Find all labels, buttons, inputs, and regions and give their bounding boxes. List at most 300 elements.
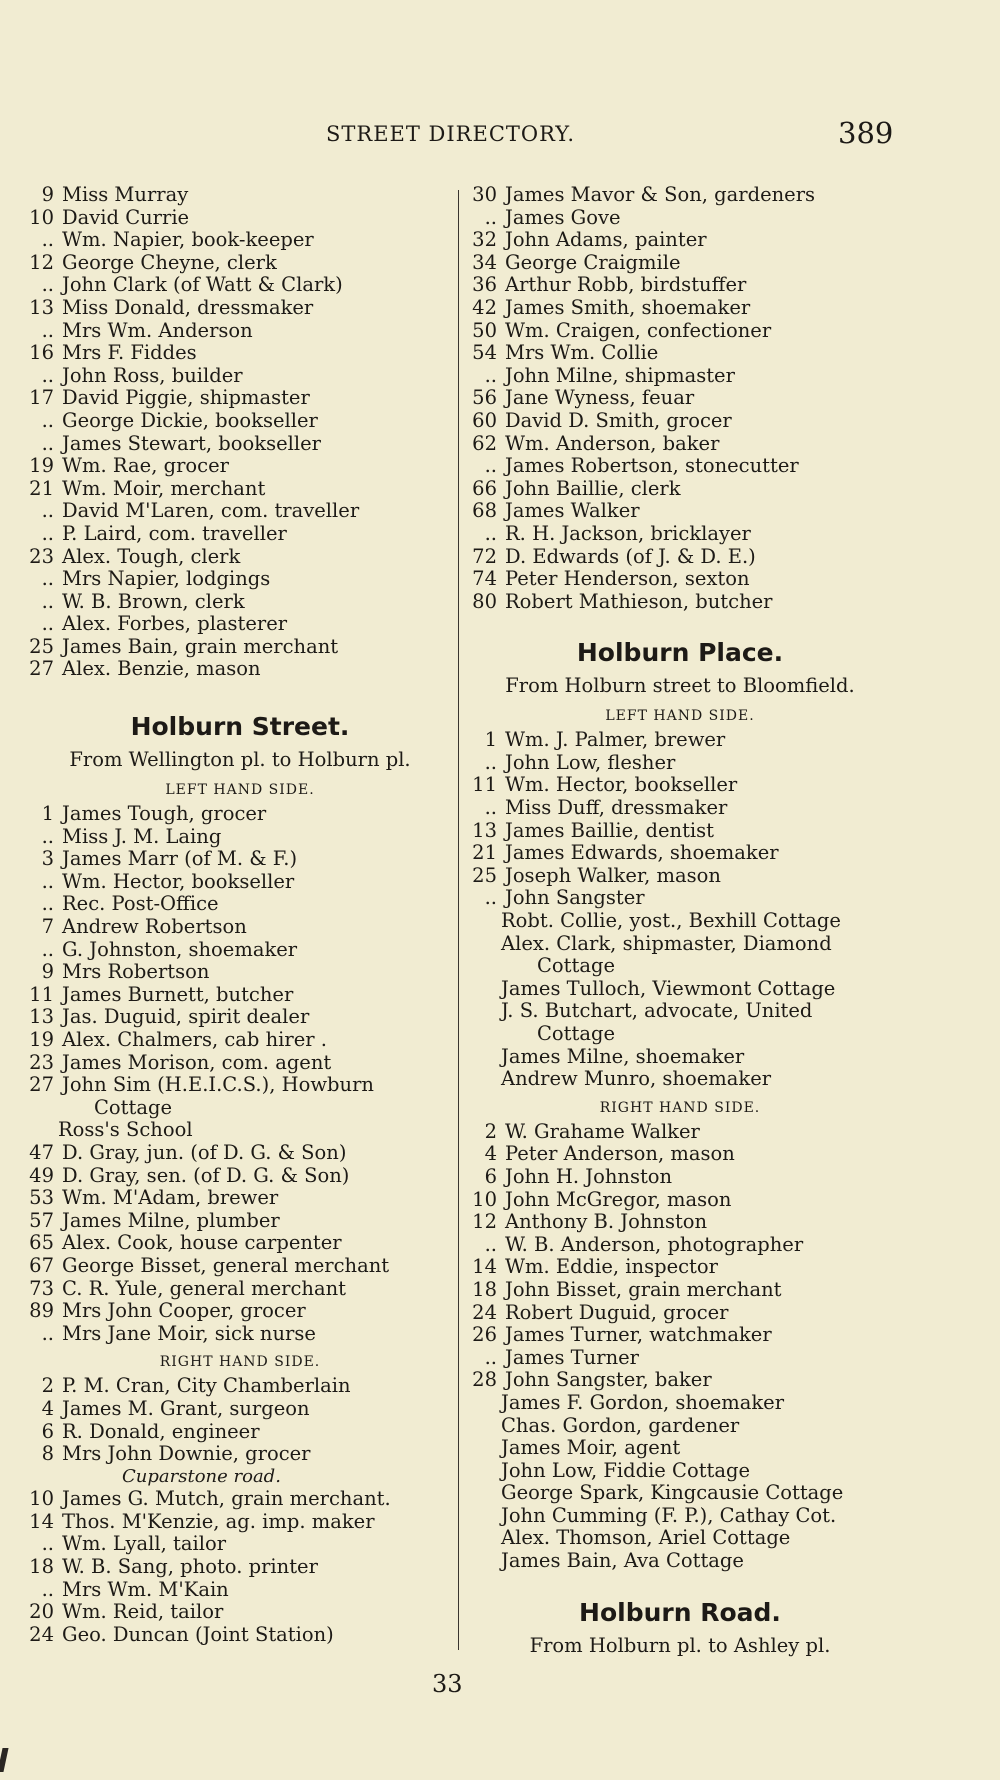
edge-mark [0, 1748, 9, 1772]
house-number: 7 [41, 915, 54, 939]
house-number: 21 [472, 841, 497, 865]
resident-name: John Sangster, baker [505, 1368, 712, 1392]
page-number: 389 [838, 116, 894, 150]
house-number: 18 [472, 1277, 497, 1301]
list-item: Robt. Collie, yost., Bexhill Cottage [501, 909, 841, 933]
house-number: 6 [41, 1419, 54, 1443]
house-number: .. [484, 1345, 497, 1369]
house-number: .. [41, 824, 54, 848]
resident-name: John McGregor, mason [505, 1187, 732, 1211]
resident-name: Mrs Jane Moir, sick nurse [62, 1321, 316, 1345]
resident-name: Mrs F. Fiddes [62, 341, 197, 365]
section-subtitle: From Holburn street to Bloomfield. [505, 674, 855, 698]
resident-name: James Bain, grain merchant [62, 634, 339, 658]
resident-name: John Bisset, grain merchant [505, 1277, 782, 1301]
list-item [22, 658, 458, 681]
resident-name: James Marr (of M. & F.) [62, 847, 298, 871]
resident-name: Mrs Wm. Collie [505, 341, 659, 365]
resident-name: Mrs Wm. Anderson [62, 318, 253, 342]
list-item [22, 848, 458, 871]
list-item [22, 1255, 458, 1278]
resident-name: John Sangster [505, 886, 645, 910]
resident-name: Jane Wyness, feuar [505, 386, 695, 410]
resident-name: Arthur Robb, birdstuffer [505, 273, 747, 297]
resident-name: James Walker [505, 499, 640, 523]
house-number: .. [41, 521, 54, 545]
resident-name: R. H. Jackson, bricklayer [505, 521, 751, 545]
resident-name: James Stewart, bookseller [62, 431, 321, 455]
list-item [465, 887, 895, 910]
list-item [22, 365, 458, 388]
house-number: .. [41, 567, 54, 591]
house-number: 19 [29, 1028, 54, 1051]
list-item [465, 387, 895, 410]
resident-name: P. M. Cran, City Chamberlain [62, 1374, 351, 1398]
list-item [465, 410, 895, 433]
resident-name: John Low, flesher [505, 750, 676, 774]
resident-name: Robert Duguid, grocer [505, 1300, 729, 1324]
resident-name: Wm. Moir, merchant [62, 476, 266, 500]
resident-name: James Milne, plumber [62, 1208, 280, 1232]
resident-name: Wm. Lyall, tailor [62, 1532, 227, 1556]
list-item [465, 207, 895, 230]
list-item [22, 613, 458, 636]
holburn-street-right-list-b [22, 1488, 458, 1646]
list-item: James Moir, agent [501, 1436, 681, 1460]
resident-name: John Milne, shipmaster [505, 363, 735, 387]
resident-name: James Robertson, stonecutter [505, 454, 799, 478]
list-item [22, 297, 458, 320]
list-item [465, 1279, 895, 1302]
resident-name: Alex. Forbes, plasterer [62, 612, 288, 636]
list-item [465, 1143, 895, 1166]
resident-name: Miss Murray [62, 183, 189, 206]
list-item [465, 252, 895, 275]
resident-name: Peter Henderson, sexton [505, 567, 750, 591]
house-number: 32 [472, 228, 497, 252]
resident-name: James Smith, shoemaker [505, 295, 751, 319]
list-item [465, 1256, 895, 1279]
resident-name: Miss Donald, dressmaker [62, 295, 314, 319]
resident-name: George Dickie, bookseller [62, 408, 318, 432]
house-number: .. [41, 499, 54, 523]
house-number: 21 [29, 476, 54, 500]
list-item [22, 410, 458, 433]
cross-street-label: Cuparstone road. [122, 1465, 281, 1487]
resident-name: P. Laird, com. traveller [62, 521, 287, 545]
list-item [465, 1347, 895, 1370]
list-item [22, 184, 458, 207]
house-number: .. [41, 589, 54, 613]
house-number: 66 [472, 476, 497, 500]
list-item [465, 478, 895, 501]
list-item [465, 274, 895, 297]
house-number: 9 [41, 960, 54, 984]
list-item [465, 797, 895, 820]
resident-name: Wm. Rae, grocer [62, 454, 229, 478]
resident-name: David D. Smith, grocer [505, 408, 732, 432]
house-number: 56 [472, 386, 497, 410]
left-hand-side-label: LEFT HAND SIDE. [165, 782, 315, 799]
list-item [465, 229, 895, 252]
resident-name: John Ross, builder [62, 363, 243, 387]
house-number: .. [484, 363, 497, 387]
house-number: 62 [472, 431, 497, 455]
list-item [465, 1302, 895, 1325]
resident-name: Mrs Wm. M'Kain [62, 1577, 229, 1601]
list-item: Alex. Clark, shipmaster, Diamond [501, 931, 832, 955]
resident-name: Mrs John Cooper, grocer [62, 1299, 306, 1323]
resident-name: Rec. Post-Office [62, 892, 219, 916]
list-item [22, 320, 458, 343]
list-item [22, 591, 458, 614]
resident-name: Anthony B. Johnston [505, 1210, 708, 1234]
house-number: .. [484, 1232, 497, 1256]
house-number: .. [41, 1321, 54, 1345]
right-column [465, 184, 895, 1659]
house-number: .. [41, 228, 54, 252]
list-item: James Milne, shoemaker [501, 1044, 745, 1068]
house-number: 14 [472, 1255, 497, 1279]
continued-list-right [465, 184, 895, 613]
list-item [465, 184, 895, 207]
house-number: 12 [29, 250, 54, 274]
list-item [22, 636, 458, 659]
resident-name: W. B. Anderson, photographer [505, 1232, 804, 1256]
list-item [465, 297, 895, 320]
resident-name: D. Gray, sen. (of D. G. & Son) [62, 1163, 350, 1187]
list-item [22, 1142, 458, 1165]
resident-name: Wm. Craigen, confectioner [505, 318, 772, 342]
house-number: 72 [472, 544, 497, 568]
resident-name: C. R. Yule, general merchant [62, 1276, 346, 1300]
list-item [22, 1300, 458, 1323]
house-number: 8 [41, 1442, 54, 1466]
list-item [465, 568, 895, 591]
section-title-holburn-road: Holburn Road. [579, 1597, 781, 1627]
list-item [22, 1052, 458, 1075]
resident-name: John Baillie, clerk [505, 476, 681, 500]
resident-name: James Edwards, shoemaker [505, 841, 779, 865]
resident-name: Wm. Napier, book-keeper [62, 228, 314, 252]
list-item: John Low, Fiddie Cottage [501, 1458, 751, 1482]
list-item [22, 1029, 458, 1052]
resident-name: David Currie [62, 205, 190, 229]
right-hand-side-label: RIGHT HAND SIDE. [159, 1354, 321, 1371]
list-item [465, 1166, 895, 1189]
resident-name: George Craigmile [505, 250, 681, 274]
holburn-street-right-list [22, 1375, 458, 1465]
house-number: 60 [472, 408, 497, 432]
list-item: George Spark, Kingcausie Cottage [501, 1481, 844, 1505]
house-number: 54 [472, 341, 497, 365]
resident-name: Wm. Hector, bookseller [62, 869, 295, 893]
house-number: .. [41, 273, 54, 297]
resident-name: W. Grahame Walker [505, 1119, 700, 1143]
list-item [22, 546, 458, 569]
resident-name: Miss J. M. Laing [62, 824, 222, 848]
house-number: 50 [472, 318, 497, 342]
list-item [22, 1579, 458, 1602]
section-subtitle: From Wellington pl. to Holburn pl. [69, 748, 411, 772]
signature-mark: 33 [432, 1670, 463, 1698]
house-number: 20 [29, 1600, 54, 1624]
house-number: 18 [29, 1555, 54, 1579]
resident-name: John H. Johnston [505, 1164, 673, 1188]
holburn-place-right-list [465, 1121, 895, 1392]
house-number: 23 [29, 544, 54, 568]
house-number: 67 [29, 1253, 54, 1277]
left-column [22, 184, 458, 1646]
resident-name: James Gove [505, 205, 621, 229]
list-item: Alex. Thomson, Ariel Cottage [501, 1526, 791, 1550]
resident-name: David Piggie, shipmaster [62, 386, 310, 410]
house-number: 11 [472, 773, 497, 797]
house-number: 25 [472, 863, 497, 887]
resident-name: John Clark (of Watt & Clark) [62, 273, 343, 297]
list-item [465, 523, 895, 546]
house-number: .. [41, 612, 54, 636]
list-item [22, 1323, 458, 1346]
house-number: 23 [29, 1050, 54, 1074]
resident-name: Wm. Anderson, baker [505, 431, 720, 455]
list-item [465, 591, 895, 614]
resident-name: James M. Grant, surgeon [62, 1396, 310, 1420]
running-head [0, 116, 1000, 156]
house-number: .. [41, 431, 54, 455]
house-number: 49 [29, 1163, 54, 1187]
list-item [465, 320, 895, 343]
house-number: .. [484, 886, 497, 910]
list-item [22, 229, 458, 252]
house-number: 24 [472, 1300, 497, 1324]
list-item [22, 1421, 458, 1444]
left-hand-side-label: LEFT HAND SIDE. [605, 708, 755, 725]
resident-name: Alex. Cook, house carpenter [62, 1231, 342, 1255]
resident-name: Wm. Reid, tailor [62, 1600, 224, 1624]
resident-name: Mrs John Downie, grocer [62, 1442, 311, 1466]
list-item [465, 455, 895, 478]
house-number: 2 [484, 1119, 497, 1143]
house-number: .. [484, 796, 497, 820]
resident-name: George Bisset, general merchant [62, 1253, 390, 1277]
section-subtitle: From Holburn pl. to Ashley pl. [529, 1633, 831, 1657]
house-number: 9 [41, 183, 54, 206]
resident-name: Mrs Robertson [62, 960, 210, 984]
list-item [22, 1443, 458, 1466]
list-item [22, 568, 458, 591]
resident-name: David M'Laren, com. traveller [62, 499, 360, 523]
resident-name: Wm. M'Adam, brewer [62, 1186, 279, 1210]
list-item [22, 1232, 458, 1255]
house-number: .. [41, 408, 54, 432]
resident-name: Alex. Benzie, mason [62, 657, 261, 681]
resident-name: W. B. Sang, photo. printer [62, 1555, 318, 1579]
house-number: 24 [29, 1622, 54, 1646]
house-number: 19 [29, 454, 54, 478]
house-number: 4 [41, 1396, 54, 1420]
list-item [465, 1369, 895, 1392]
house-number: .. [41, 937, 54, 961]
resident-name: Alex. Chalmers, cab hirer . [62, 1028, 327, 1051]
house-number: 28 [472, 1368, 497, 1392]
house-number: 17 [29, 386, 54, 410]
house-number: 73 [29, 1276, 54, 1300]
list-item [465, 1189, 895, 1212]
resident-name: Thos. M'Kenzie, ag. imp. maker [62, 1509, 375, 1533]
list-item [22, 961, 458, 984]
resident-name: D. Edwards (of J. & D. E.) [505, 544, 756, 568]
list-item [22, 274, 458, 297]
resident-name: Wm. Hector, bookseller [505, 773, 738, 797]
house-number: 13 [472, 818, 497, 842]
list-item: Chas. Gordon, gardener [501, 1413, 740, 1437]
list-item [22, 1278, 458, 1301]
house-number: 3 [41, 847, 54, 871]
list-item [465, 365, 895, 388]
resident-name: Peter Anderson, mason [505, 1142, 735, 1166]
list-item [22, 207, 458, 230]
list-item: Cottage [537, 1022, 615, 1045]
resident-name: Miss Duff, dressmaker [505, 796, 728, 820]
house-number: 12 [472, 1210, 497, 1234]
list-item [22, 500, 458, 523]
list-item [22, 871, 458, 894]
house-number: .. [484, 521, 497, 545]
house-number: .. [41, 1532, 54, 1556]
list-item [22, 387, 458, 410]
section-title-holburn-street: Holburn Street. [130, 712, 350, 742]
resident-name: James Baillie, dentist [505, 818, 715, 842]
list-item [465, 842, 895, 865]
list-item [22, 1187, 458, 1210]
house-number: 34 [472, 250, 497, 274]
list-item [22, 1533, 458, 1556]
house-number: 36 [472, 273, 497, 297]
resident-name: James Morison, com. agent [62, 1050, 332, 1074]
house-number: 42 [472, 295, 497, 319]
list-item [22, 478, 458, 501]
right-hand-side-label: RIGHT HAND SIDE. [599, 1099, 761, 1116]
resident-name: John Adams, painter [505, 228, 707, 252]
house-number: .. [484, 454, 497, 478]
house-number: .. [41, 318, 54, 342]
house-number: 25 [29, 634, 54, 658]
list-item: J. S. Butchart, advocate, United [501, 999, 813, 1023]
list-item [465, 1324, 895, 1347]
house-number: 27 [29, 1073, 54, 1097]
resident-name: James G. Mutch, grain merchant. [62, 1487, 391, 1511]
house-number: 13 [29, 1005, 54, 1029]
list-item [22, 984, 458, 1007]
list-item [465, 865, 895, 888]
list-item [465, 500, 895, 523]
resident-name: George Cheyne, clerk [62, 250, 277, 274]
holburn-street-left-list-b [22, 1142, 458, 1345]
house-number: .. [41, 869, 54, 893]
resident-name: James Turner, watchmaker [505, 1323, 772, 1347]
list-item [465, 1211, 895, 1234]
list-item [22, 1556, 458, 1579]
column-divider [458, 190, 459, 1650]
list-item: James F. Gordon, shoemaker [501, 1390, 785, 1414]
house-number: 47 [29, 1140, 54, 1164]
holburn-street-left-list [22, 803, 458, 1097]
list-item [465, 820, 895, 843]
house-number: 11 [29, 982, 54, 1006]
house-number: 2 [41, 1374, 54, 1398]
resident-name: W. B. Brown, clerk [62, 589, 245, 613]
list-item [22, 433, 458, 456]
list-item [22, 803, 458, 826]
list-item [465, 729, 895, 752]
house-number: 74 [472, 567, 497, 591]
list-item [22, 939, 458, 962]
resident-name: John Sim (H.E.I.C.S.), Howburn [62, 1073, 374, 1097]
resident-name: Geo. Duncan (Joint Station) [62, 1622, 334, 1646]
list-item [22, 455, 458, 478]
resident-name: James Tough, grocer [62, 802, 267, 826]
resident-name: Mrs Napier, lodgings [62, 567, 271, 591]
list-item [22, 1006, 458, 1029]
resident-name: James Burnett, butcher [62, 982, 294, 1006]
house-number: 14 [29, 1509, 54, 1533]
house-number: 65 [29, 1231, 54, 1255]
house-number: .. [41, 1577, 54, 1601]
list-item [465, 1234, 895, 1257]
list-item: John Cumming (F. P.), Cathay Cot. [501, 1503, 837, 1527]
holburn-place-tail-list [465, 1392, 895, 1573]
resident-name: D. Gray, jun. (of D. G. & Son) [62, 1140, 347, 1164]
section-title-holburn-place: Holburn Place. [576, 638, 784, 668]
list-item [22, 826, 458, 849]
list-item [465, 774, 895, 797]
resident-name: Andrew Robertson [62, 915, 247, 939]
house-number: 57 [29, 1208, 54, 1232]
list-item: Andrew Munro, shoemaker [501, 1067, 772, 1091]
house-number: 4 [484, 1142, 497, 1166]
house-number: 16 [29, 341, 54, 365]
list-item [22, 1210, 458, 1233]
list-item [22, 893, 458, 916]
resident-name: James Mavor & Son, gardeners [505, 183, 816, 206]
list-item: Cottage [537, 954, 615, 978]
list-item [22, 1488, 458, 1511]
house-number: 10 [472, 1187, 497, 1211]
list-item: James Bain, Ava Cottage [501, 1549, 744, 1573]
page-title: STREET DIRECTORY. [326, 122, 576, 146]
list-item [22, 1165, 458, 1188]
list-item [22, 1375, 458, 1398]
holburn-place-left-list [465, 729, 895, 910]
house-number: 10 [29, 1487, 54, 1511]
house-number: .. [41, 892, 54, 916]
house-number: 89 [29, 1299, 54, 1323]
resident-name: G. Johnston, shoemaker [62, 937, 298, 961]
resident-name: Wm. Eddie, inspector [505, 1255, 718, 1279]
list-item [465, 752, 895, 775]
list-item: James Tulloch, Viewmont Cottage [501, 976, 836, 1000]
entry-ross-school: Ross's School [58, 1118, 193, 1142]
continued-list [22, 184, 458, 681]
cottage-list [465, 910, 895, 1091]
list-item [465, 546, 895, 569]
resident-name: Joseph Walker, mason [505, 863, 721, 887]
resident-name: Alex. Tough, clerk [62, 544, 241, 568]
house-number: 68 [472, 499, 497, 523]
house-number: 26 [472, 1323, 497, 1347]
list-item [22, 1074, 458, 1097]
